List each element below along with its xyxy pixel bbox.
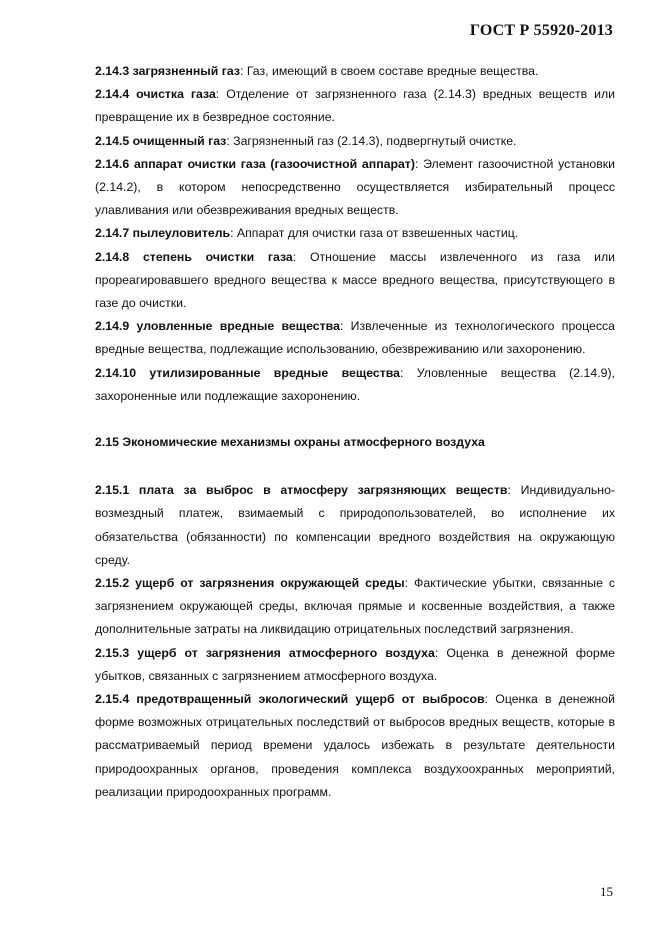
term-number: 2.15.3	[95, 645, 130, 660]
term-name: уловленные вредные вещества	[136, 319, 340, 334]
term-definition: Оценка в денежной форме возможных отрицательных последствий от выбросов вредных веществ, которые в рассматриваемый период времени удалось избежать в результате деятельности природоохранных органов, проведения комплекса воздухоохранных мероприятий, реализации природоохранных программ.	[95, 692, 615, 799]
term-heading	[95, 87, 216, 101]
term-heading	[95, 157, 415, 171]
term-name: ущерб от загрязнения окружающей среды	[135, 576, 405, 591]
term-entry: 2.14.8 степень очистки газа: Отношение массы извлеченного из газа или прореагировавшего вредного вещества к массе вредного вещества, присутствующего в газе до очистки.	[95, 249, 616, 311]
term-entry: 2.14.7 пылеуловитель: Аппарат для очистки газа от взвешенных частиц.	[95, 226, 519, 241]
term-definition: Фактические убытки, связанные с загрязнением окружающей среды, включая прямые и косвенные воздействия, а также дополнительные затраты на ликвидацию отрицательных последствий загрязнения.	[95, 576, 615, 637]
term-name: ущерб от загрязнения атмосферного воздуха	[137, 645, 435, 660]
term-name: загрязненный газ	[132, 64, 240, 78]
term-name: плата за выброс в атмосферу загрязняющих веществ	[138, 483, 508, 498]
term-name: очистка газа	[136, 87, 216, 102]
term-entry: 2.15.4 предотвращенный экологический ущерб от выбросов: Оценка в денежной форме возможных отрицательных последствий от выбросов вредных веществ, которые в рассматриваемый период времени удалось избежать в результате деятельности природоохранных органов, проведения комплекса воздухоохранных мероприятий, реализации природоохранных программ.	[95, 692, 615, 799]
term-heading	[95, 646, 435, 660]
section-heading: 2.15 Экономические механизмы охраны атмосферного воздуха	[95, 435, 485, 450]
term-number: 2.14.9	[95, 319, 130, 334]
term-number: 2.15.1	[95, 483, 130, 498]
term-heading	[95, 692, 485, 706]
term-number: 2.14.10	[95, 365, 137, 380]
term-definition: Извлеченные из технологического процесса вредные вещества, подлежащие использованию, обезвреживанию или захоронению.	[95, 319, 616, 357]
term-number: 2.14.4	[95, 87, 130, 102]
term-definition: Газ, имеющий в своем составе вредные вещества.	[246, 64, 539, 78]
terms-list-2-15	[95, 479, 615, 804]
term-entry: 2.14.10 утилизированные вредные вещества: Уловленные вещества (2.14.9), захороненные или подлежащие захоронению.	[95, 365, 615, 403]
term-definition: Элемент газоочистной установки (2.14.2), в котором непосредственно осуществляется избирательный процесс улавливания или обезвреживания вредных веществ.	[95, 156, 615, 218]
term-number: 2.14.7	[95, 226, 130, 241]
term-number: 2.14.5	[95, 133, 130, 148]
page-number: 15	[600, 884, 613, 899]
term-name: аппарат очистки газа (газоочистной аппарат)	[133, 156, 415, 171]
term-definition: Индивидуально-возмездный платеж, взимаемый с природопользователей, во исполнение их обязательства (обязанности) по компенсации вредного воздействия на окружающую среду.	[95, 483, 616, 567]
term-heading	[95, 250, 293, 264]
term-number: 2.15.4	[95, 692, 130, 707]
term-heading	[95, 64, 240, 78]
page-content	[95, 60, 615, 804]
term-entry: 2.14.5 очищенный газ: Загрязненный газ (2.14.3), подвергнутый очистке.	[95, 133, 517, 148]
term-definition: Отношение массы извлеченного из газа или прореагировавшего вредного вещества к массе вредного вещества, присутствующего в газе до очистки.	[95, 249, 616, 311]
term-name: степень очистки газа	[142, 249, 293, 264]
term-heading	[95, 366, 400, 380]
term-heading	[95, 319, 340, 333]
term-name: пылеуловитель	[132, 226, 231, 241]
term-entry: 2.14.6 аппарат очистки газа (газоочистной аппарат): Элемент газоочистной установки (2.14.2), в котором непосредственно осуществляется избирательный процесс улавливания или обезвреживания вредных веществ.	[95, 156, 615, 218]
term-entry: 2.14.9 уловленные вредные вещества: Извлеченные из технологического процесса вредные вещества, подлежащие использованию, обезвреживанию или захоронению.	[95, 319, 616, 357]
term-definition: Уловленные вещества (2.14.9), захороненные или подлежащие захоронению.	[95, 365, 615, 403]
term-entry: 2.15.2 ущерб от загрязнения окружающей среды: Фактические убытки, связанные с загрязнением окружающей среды, включая прямые и косвенные воздействия, а также дополнительные затраты на ликвидацию отрицательных последствий загрязнения.	[95, 576, 615, 637]
term-number: 2.15.2	[95, 576, 130, 591]
term-number: 2.14.3	[95, 64, 130, 78]
term-name: предотвращенный экологический ущерб от выбросов	[136, 692, 485, 707]
term-heading	[95, 134, 226, 148]
term-entry: 2.15.1 плата за выброс в атмосферу загрязняющих веществ: Индивидуально-возмездный платеж, взимаемый с природопользователей, во исполнение их обязательства (обязанности) по компенсации вредного воздействия на окружающую среду.	[95, 483, 616, 567]
term-definition: Аппарат для очистки газа от взвешенных частиц.	[236, 226, 519, 241]
terms-list-2-14	[95, 60, 615, 408]
term-definition: Оценка в денежной форме убытков, связанных с загрязнением атмосферного воздуха.	[95, 645, 615, 683]
term-entry: 2.15.3 ущерб от загрязнения атмосферного воздуха: Оценка в денежной форме убытков, связанных с загрязнением атмосферного воздуха.	[95, 645, 615, 683]
term-entry: 2.14.4 очистка газа: Отделение от загрязненного газа (2.14.3) вредных веществ или превращение их в безвредное состояние.	[95, 87, 616, 125]
term-number: 2.14.6	[95, 156, 130, 171]
term-heading	[95, 576, 405, 590]
term-entry: 2.14.3 загрязненный газ: Газ, имеющий в своем составе вредные вещества.	[95, 64, 539, 78]
term-name: утилизированные вредные вещества	[149, 365, 400, 380]
term-name: очищенный газ	[132, 133, 227, 148]
term-definition: Отделение от загрязненного газа (2.14.3) вредных веществ или превращение их в безвредное состояние.	[95, 87, 616, 125]
term-heading	[95, 483, 507, 497]
term-definition: Загрязненный газ (2.14.3), подвергнутый очистке.	[233, 133, 517, 148]
document-header: ГОСТ Р 55920-2013	[469, 22, 613, 39]
term-number: 2.14.8	[95, 249, 130, 264]
term-heading	[95, 226, 230, 240]
